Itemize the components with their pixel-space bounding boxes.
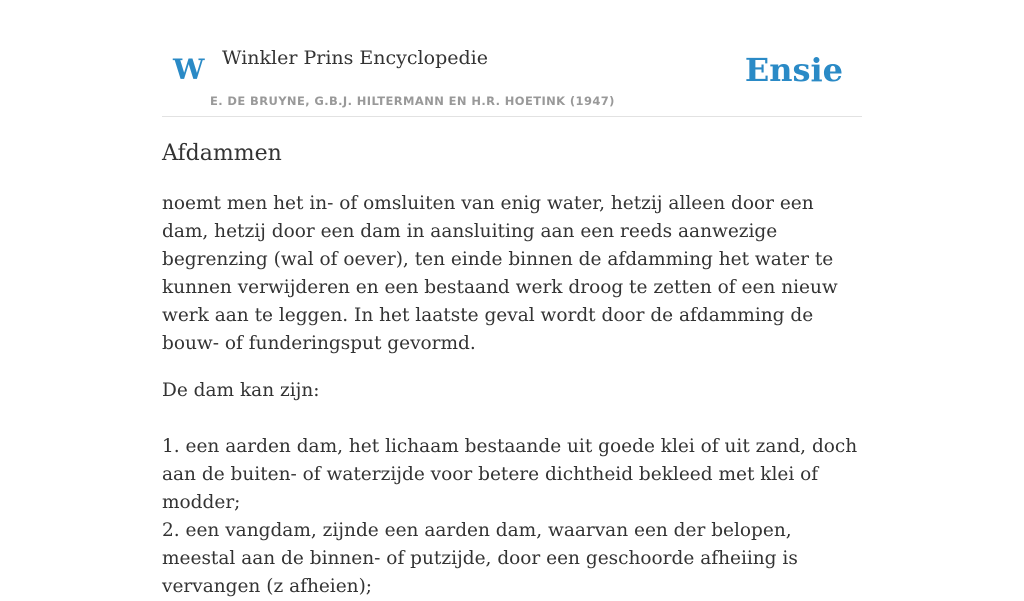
article-paragraph: noemt men het in- of omsluiten van enig water, hetzij alleen door een dam, hetzij door een dam in aansluiting aan een reeds aanwezige begrenzing (wal of oever), ten einde binnen de afdamming het water te kunnen verwijderen en een bestaand werk droog te zetten of een nieuw werk aan te leggen. In het laatste geval wordt door de afdamming de bouw- of funderingsput gevormd.: [162, 193, 838, 354]
ensie-brand-logo[interactable]: Ensie: [744, 51, 843, 89]
list-item: 1. een aarden dam, het lichaam bestaande uit goede klei of uit zand, doch aan de buiten- of waterzijde voor betere dichtheid bekleed met klei of modder;: [162, 436, 858, 513]
dam-types-list: [162, 433, 862, 601]
article-paragraph: De dam kan zijn:: [162, 380, 320, 401]
book-title-link[interactable]: Winkler Prins Encyclopedie: [222, 47, 488, 69]
article: [162, 136, 862, 601]
winkler-prins-logo[interactable]: W: [173, 53, 205, 86]
article-title: Afdammen: [162, 141, 282, 166]
book-authors: E. DE BRUYNE, G.B.J. HILTERMANN EN H.R. HOETINK (1947): [210, 94, 615, 108]
site-header: [162, 0, 862, 117]
list-item: 2. een vangdam, zijnde een aarden dam, waarvan een der belopen, meestal aan de binnen- of putzijde, door een geschoorde afheiing is vervangen (z afheien);: [162, 520, 798, 597]
